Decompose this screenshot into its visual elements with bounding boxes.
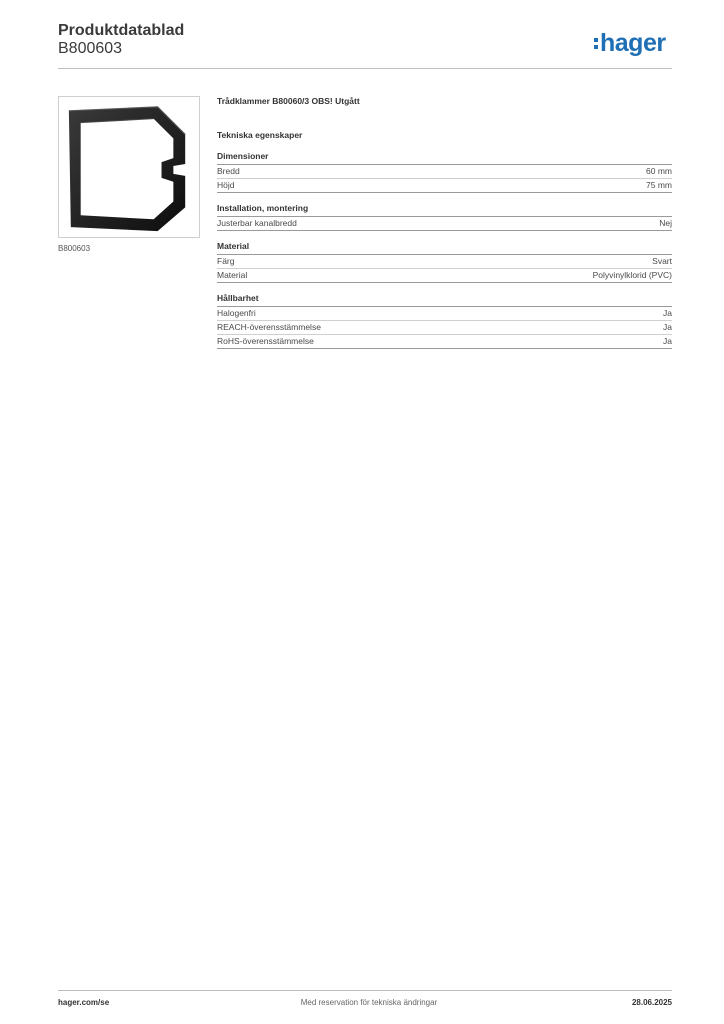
spec-value: Polyvinylklorid (PVC) (592, 270, 672, 280)
spec-content (217, 96, 672, 349)
footer-divider (58, 990, 672, 991)
spec-label: Färg (217, 256, 235, 266)
spec-row (217, 307, 672, 321)
spec-row (217, 269, 672, 283)
group-title: Dimensioner (217, 151, 672, 165)
spec-row (217, 165, 672, 179)
spec-label: Höjd (217, 180, 235, 190)
section-title: Tekniska egenskaper (217, 130, 303, 140)
product-code: B800603 (58, 40, 123, 57)
footer-disclaimer: Med reservation för tekniska ändringar (300, 998, 438, 1007)
product-name: Trådklammer B80060/3 OBS! Utgått (217, 96, 360, 106)
spec-group-dimensioner (217, 151, 672, 193)
spec-group-material (217, 241, 672, 283)
group-title: Installation, montering (217, 203, 672, 217)
spec-value: Ja (663, 308, 672, 318)
spec-label: Bredd (217, 166, 240, 176)
footer-date: 28.06.2025 (631, 998, 672, 1007)
spec-row (217, 321, 672, 335)
spec-value: Ja (663, 336, 672, 346)
spec-row (217, 179, 672, 193)
spec-row (217, 255, 672, 269)
cable-clip-icon (59, 97, 199, 237)
group-title: Material (217, 241, 672, 255)
footer-website-link[interactable]: hager.com/se (58, 998, 110, 1007)
spec-value: 75 mm (646, 180, 672, 190)
spec-label: Justerbar kanalbredd (217, 218, 297, 228)
spec-label: Halogenfri (217, 308, 256, 318)
logo-colon-icon (594, 36, 598, 50)
spec-row (217, 217, 672, 231)
logo-text: hager (600, 28, 666, 57)
spec-label: REACH-överensstämmelse (217, 322, 321, 332)
spec-value: Ja (663, 322, 672, 332)
spec-value: Svart (652, 256, 672, 266)
page-title: Produktdatablad (58, 22, 185, 39)
spec-label: Material (217, 270, 248, 280)
spec-row (217, 335, 672, 349)
image-caption: B800603 (58, 244, 91, 253)
spec-group-installation (217, 203, 672, 231)
spec-value: 60 mm (646, 166, 672, 176)
spec-group-hallbarhet (217, 293, 672, 349)
hager-logo (594, 28, 666, 58)
spec-value: Nej (659, 218, 672, 228)
header-divider (58, 68, 672, 69)
product-image (58, 96, 200, 238)
group-title: Hållbarhet (217, 293, 672, 307)
spec-label: RoHS-överensstämmelse (217, 336, 314, 346)
